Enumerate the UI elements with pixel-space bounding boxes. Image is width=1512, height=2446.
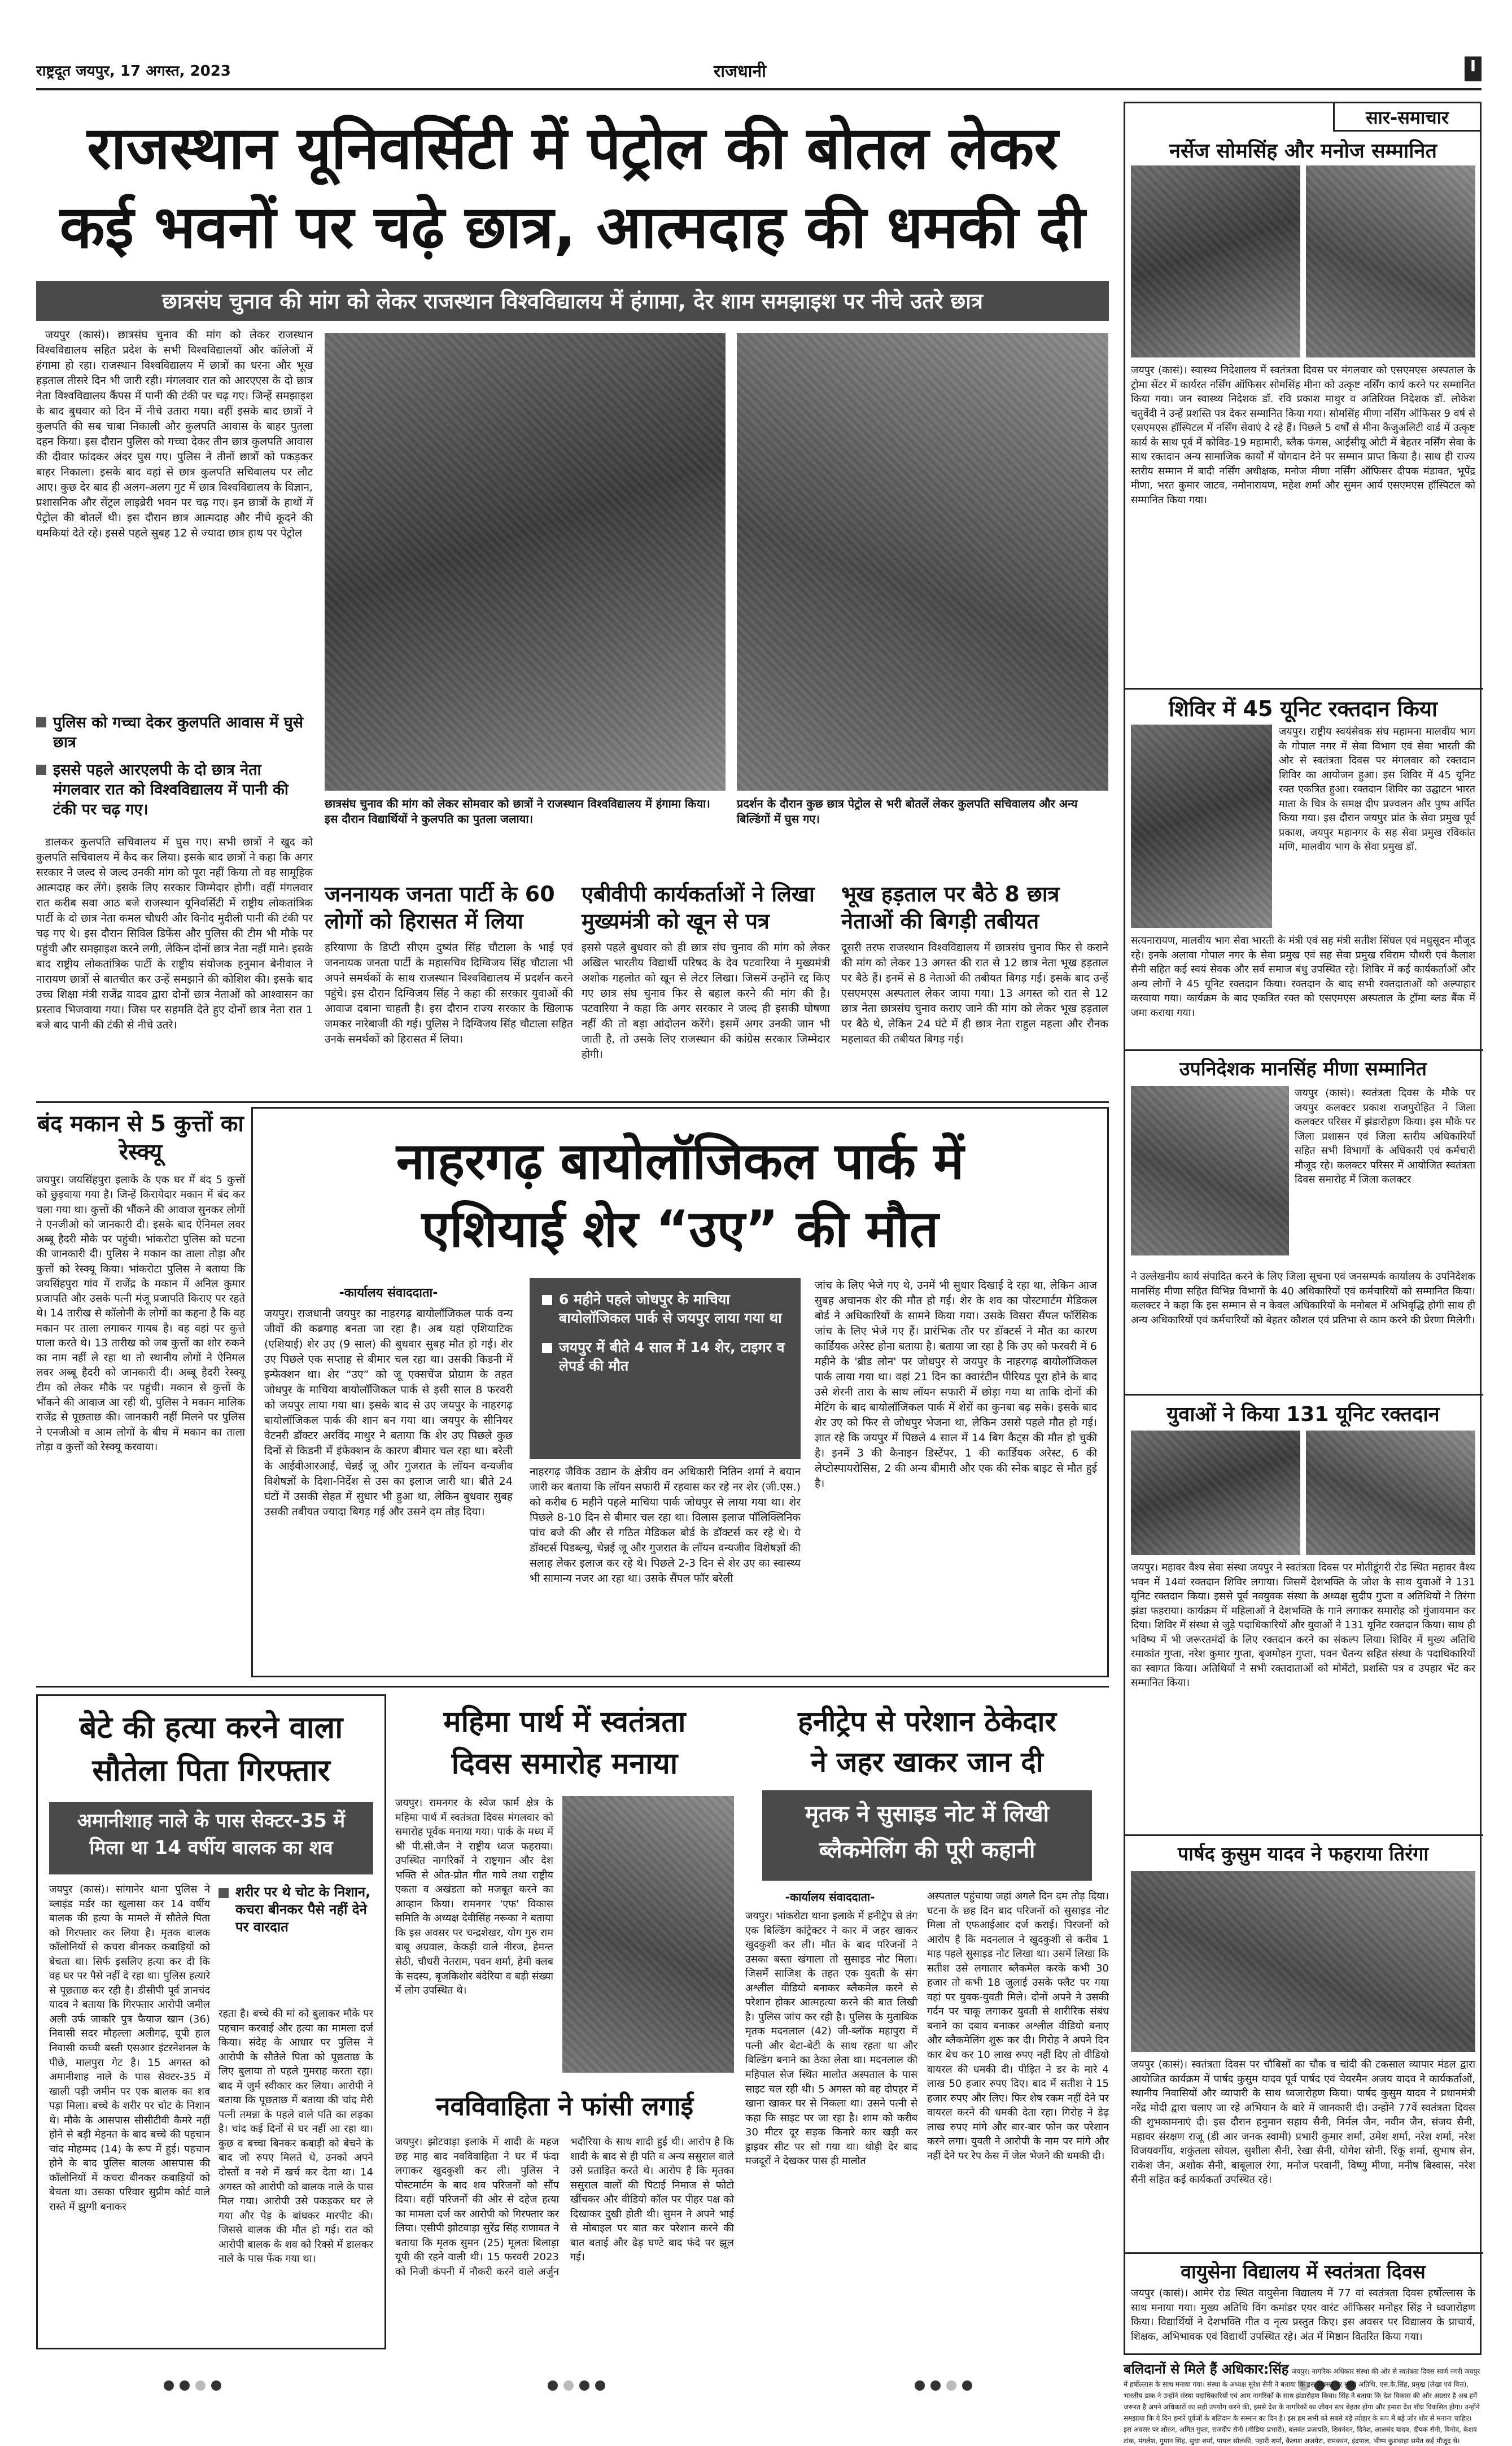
honeytrap-byline: -कार्यालय संवाददाता-	[785, 1890, 875, 1904]
lead-photo-caption-2: प्रदर्शन के दौरान कुछ छात्र पेट्रोल से भरी बोतलें लेकर कुलपति सचिवालय और अन्य बिल्डिंगों में घुस गए।	[737, 797, 1078, 826]
sidebar-rule	[1125, 1834, 1483, 1836]
registration-dot	[595, 2380, 605, 2391]
bullet-square-icon	[219, 1888, 229, 1898]
lion-col-b: नाहरगढ़ जैविक उद्यान के क्षेत्रीय वन अधिकारी नितिन शर्मा ने बयान जारी कर बताया कि लॉयन सफारी में रहवास कर रहे नर शेर (जी.एस.) को करीब 6 महीने पहले माचिया पार्क जोधपुर से लाया गया था। शेर पिछले 8-10 दिन से बीमार चल रहा था। विलास इलाज पॉलिक्लिनिक पांच बजे की और से गठित मेडिकल बोर्ड के डॉक्टर्स कर रहे थे। ये डॉक्टर्स पिडब्ल्यू, चेन्नई जू और गुजरात के लॉयन वन्यजीव विशेषज्ञों की सलाह लेकर इलाज कर रहे थे। पिछले 2-3 दिन से शेर उए का स्वास्थ्य भी सामान्य नजर आ रहा था। उसके सैंपल फॉर बरेली	[530, 1466, 801, 1585]
header-page-marker: I	[1465, 56, 1482, 81]
honeytrap-headline-2: ने जहर खाकर जान दी	[811, 1746, 1043, 1778]
lead-text: जयपुर (कासं)। छात्रसंघ चुनाव की मांग को लेकर राजस्थान विश्वविद्यालय सहित प्रदेश के सभी विश्वविद्यालयों और कॉलेजों में हंगामा हो रहा। राजस्थान विश्वविद्यालय में छात्रों का धरना और भूख हड़ताल तीसरे दिन भी जारी रही। मंगलवार रात को आरएएस के दो छात्र नेता विश्वविद्यालय कैंपस में पानी की टंकी पर चढ़ गए। जिन्हें समझाइश के बाद बुधवार को दिन में नीचे उतारा गया। वहीं इसके बाद छात्रों ने कुलपति की सब चाबा निकाली और कुलपति आवास के बाहर पुतला दहन किया। इस दौरान पुलिस को गच्चा देकर तीन छात्र कुलपति आवास की दीवार फांदकर अंदर घुस गए। पुलिस ने तीनों छात्रों को पकड़कर बाहर निकाला। इसके बाद वहां से छात्र कुलपति सचिवालय पर लौट आए। कुछ देर बाद ही अलग-अलग गुट में छात्र विश्वविद्यालय के विज्ञान, प्रशासनिक और सेंट्रल लाइब्रेरी भवन पर चढ़ गए। इन छात्रों के हाथों में पेट्रोल की बोतलें थी। इस दौरान छात्र आत्मदाह और नीचे कूदने की धमकियां देते रहे। इससे पहले सुबह 12 से ज्यादा छात्र हाथ पर पेट्रोल	[36, 329, 313, 539]
bride-body: जयपुर। झोटवाड़ा इलाके में शादी के महज छह माह बाद नवविवाहिता ने घर में फंदा लगाकर खुदकुशी कर ली। पुलिस ने पोस्टमार्टम के बाद शव परिजनों को सौंप दिया। वहीं परिजनों की ओर से दहेज हत्या का मामला दर्ज कर आरोपी को गिरफ्तार कर लिया। एसीपी झोटवाड़ा सुरेंद्र सिंह राणावत ने बताया कि मृतक सुमन (25) मूलतः बिलाड़ा यूपी की रहने वाली थी। 15 फरवरी 2023 को निजी कंपनी में नौकरी करने वाले अर्जुन भदौरिया के साथ शादी हुई थी। आरोप है कि शादी के बाद से ही पति व अन्य ससुराल वाले उसे प्रताड़ित करते थे। आरोप है कि मृतका ससुराल वालों की पिटाई निमाज से फोटो खींचकर और वीडियो कॉल पर पीहर पक्ष को दिखाकर दुखी होती थी। सुमन ने अपने भाई से मोबाइल पर बात कर परेशान करने की बात बताई और ढेड़ घण्टे बाद फंदे पर झूल गई।	[395, 2136, 734, 2278]
upendra-headline: उपनिदेशक मानसिंह मीणा सम्मानित	[1179, 1058, 1427, 1080]
registration-dot	[579, 2380, 589, 2391]
nurses-photo-2	[1306, 165, 1475, 357]
sub-story-2-headline: एबीवीपी कार्यकर्ताओं ने लिखा मुख्यमंत्री को खून से पत्र	[582, 882, 815, 934]
dog-story	[36, 1110, 245, 1675]
honeytrap-subhead: मृतक ने सुसाइड नोट में लिखी ब्लैकमेलिंग की पूरी कहानी	[762, 1790, 1092, 1881]
sub-story-3-body: दूसरी तरफ राजस्थान विश्वविद्यालय में छात्रसंघ चुनाव फिर से कराने की मांग को लेकर 13 अगस्त की रात से 12 छात्र नेता भूख हड़ताल पर बैठे हैं। इनमें से 8 नेताओं की तबीयत बिगड़ गई। इसके बाद उन्हें एसएमएस अस्पताल लेकर जाया गया। 13 अगस्त को रात से 12 छात्र नेता छात्रसंघ चुनाव कराए जाने की मांग को लेकर भूख हड़ताल पर बैठे थे, लेकिन 24 घंटे में ही छात्र नेता राहुल महला और रौनक महलावत की तबीयत बिगड़ गई।	[841, 941, 1108, 1045]
stepfather-story	[36, 1694, 386, 2349]
kusum-body: जयपुर (कासं)। स्वतंत्रता दिवस पर चौबिसों का चौक व चांदी की टकसाल व्यापार मंडल द्वारा आयोजित कार्यक्रम में पार्षद कुसुम यादव पूर्व पार्षद एवं चेयरमैन अजय यादव ने कार्यकर्ताओं, स्थानीय निवासियों और व्यापारी के साथ ध्वजारोहण किया। पार्षद कुसुम यादव ने प्रधानमंत्री नरेंद्र मोदी द्वारा चलाए जा रहे अभियान के बारे में जानकारी दी। उन्होंने 77वें स्वतंत्रता दिवस की शुभकामनाएं दी। इस दौरान हनुमान सहाय सैनी, निर्मल जैन, नवीन जैन, संजय सैनी, महावर संरक्षण राजू (डी आर जनक स्वामी) प्रभारी कुमार शर्मा, उमेश शर्मा, नरेश शर्मा, नरेश विजयवर्गीय, शकुंतला सोयल, सुशीला सैनी, रेखा सैनी, योगेश सोनी, रिंकू शर्मा, सुभाष सेन, राकेश जैन, अशोक सैनी, बाबूलाल रंगा, मनोज परवानी, विष्णु मीणा, मनीष बिस्वास, नरेश सैनी सहित कई कार्यकर्ता उपस्थित रहे।	[1131, 2059, 1475, 2186]
bride-story	[395, 2090, 734, 2349]
header-dateline: राष्ट्रदूत जयपुर, 17 अगस्त, 2023	[36, 63, 231, 80]
registration-marks-2	[548, 2380, 605, 2391]
rights-body: जयपुर। नागरिक अधिकार संस्था की ओर से स्वतंत्रता दिवस स्वर्ण नगरी जयपुर में हर्षोल्लास के साथ मनाया गया। संस्था के अध्यक्ष सुरेश सैनी ने बताया कि इस अवसर पर मुख्य अतिथि, एस.के.सिंह, प्रमुख (लेखा एवं वित्त), भारतीय डाक ने उन्होंने संस्था पदाधिकारियों एवं आम नागरिकों के साथ झंडारोहण किया। सिंह ने बताया कि देश विकास की ओर अग्रसर है अब हमें जरूरत है अपने अधिकारों का सही उपयोग करने की, इससे देश के नागरिकों का जीवन स्तर बेहतर होगा और हमारा देश शीघ्र विकसित होगा। उन्होंने समझाया कि ये दिन हमारे पूर्वजों के बलिदान के सम्मान का दिन है। इस हम सभी को सबसे बड़े त्योहार के रूप में बड़े जोर शोर से मनाना चाहिए। इस अवसर पर शौरज, अमित गुप्ता, राजदीप सैनी (मीडिया प्रभारी), बलवंत प्रजापति, शिवनंदन, दिनेश, लालचंद यादव, दीपक सैनी, विनोद, केशव टांक, मंगलेश, गुमान सिंह, सुधा शर्मा, पायल सोलंकी, पहारी शर्मा, कैलाश अजमेरा, रामकरन, इंद्रपाल, भीष्म कुशवाहा समेत कई मौजूद थे।	[1124, 2367, 1480, 2445]
stepfather-highlight-text: शरीर पर थे चोट के निशान, कचरा बीनकर पैसे नहीं देने पर वारदात	[219, 1883, 373, 1937]
registration-dot	[563, 2380, 574, 2391]
youth-blood-headline: युवाओं ने किया 131 यूनिट रक्तदान	[1166, 1403, 1440, 1426]
sidebar-rule	[1125, 2252, 1483, 2254]
registration-dot	[930, 2380, 941, 2391]
upendra-body-1: जयपुर (कासं)। स्वतंत्रता दिवस के मौके पर जयपुर कलक्टर प्रकाश राजपुरोहित ने जिला कलक्टर परिसर में झंडारोहण किया। इस मौके पर जिला प्रशासन एवं जिला स्तरीय अधिकारियों सहित सभी विभागों के अधिकारी एवं कर्मचारी मौजूद रहे। कलक्टर परिसर में आयोजित स्वतंत्रता दिवस समारोह में जिला कलक्टर	[1295, 1087, 1475, 1186]
registration-marks-1	[164, 2380, 221, 2391]
bride-headline: नवविवाहिता ने फांसी लगाई	[435, 2091, 694, 2121]
youth-blood-body: जयपुर। महावर वैश्य सेवा संस्था जयपुर ने स्वतंत्रता दिवस पर मोतीडूंगरी रोड स्थित महावर वैश्य भवन में 14वां रक्तदान शिविर लगाया। जिसमें देशभक्ति के जोश के साथ युवाओं ने 131 यूनिट रक्तदान किया। इससे पूर्व नवयुवक संस्था के अध्यक्ष सुदीप गुप्ता व अतिथियों ने तिरंगा झंडा फहराया। कार्यक्रम में महिलाओं ने देशभक्ति के गाने लगाकर समारोह को गुंजायमान कर दिया। शिविर में संस्था से जुड़े पदाधिकारियों और युवाओं ने 131 यूनिट रक्तदान किया। साथ ही भविष्य में भी जरूरतमंदों के लिए रक्तदान करने का संकल्प लिया। शिविर में मुख्य अतिथि रमाकांत गुप्ता, नरेश कुमार गुप्ता, बृजमोहन गुप्ता, पवन चैतन्य सहित संस्था के पदाधिकारियों का स्वागत किया। अतिथियों ने सभी रक्तदाताओं को मोमेंटो, प्रशस्ति पत्र व उपहार भेंट कर सम्मानित किया।	[1131, 1562, 1475, 1689]
upendra-photo	[1131, 1086, 1289, 1255]
lion-story	[251, 1107, 1109, 1677]
page-header	[36, 56, 1482, 86]
lion-highlight-box	[530, 1278, 801, 1459]
rights-headline: बलिदानों से मिले हैं अधिकार:सिंह	[1124, 2361, 1289, 2377]
registration-dot	[915, 2380, 925, 2391]
honeytrap-body-2: अस्पताल पहुंचाया जहां अगले दिन दम तोड़ दिया। घटना के छह दिन बाद परिजनों को सुसाइड नोट मिला तो एफआईआर दर्ज कराई। पिरजनों को आरोप है कि मदनलाल ने खुदकुशी से करीब 1 माह पहले सुसाइड नोट लिखा था। उसमें लिखा कि सतीश उसे लगातार ब्लैकमेल करके कभी 30 हजार तो कभी 18 जुलाई उसके फ्लैट पर गया वहां पर युवक-युवती मिले। दोनों अपने ने उसकी गर्दन पर चाकू लगाकर युवती से शारीरिक संबंध बनाने का दबाव बनाकर अश्लील वीडियो बनाए और ब्लैकमेलिंग शुरू कर दी। गिरोह ने अपने दिन कार बेच कर 10 लाख रुपए नहीं दिए तो वीडियो वायरल की धमकी दी। पीड़ित ने डर के मारे 4 लाख 50 हजार रुपए दिए। बाद में सतीश ने 15 हजार रुपए और लिए। फिर शेष रकम नहीं देने पर वायरल करने की धमकी देता रहा। गिरोह ने डेढ़ लाख रुपए मांगे और बार-बार फोन कर परेशान करने लगा। युवती ने आरोपी के नाम पर मांगे और नहीं देने पर रेप केस में जेल भेजने की धमकी दी।	[927, 1890, 1109, 2162]
dog-story-body: जयपुर। जयसिंहपुरा इलाके के एक घर में बंद 5 कुत्तों को छुड़वाया गया है। जिन्हें किरायेदार मकान में बंद कर चला गया था। कुत्तों की भौंकने की आवाज सुनकर लोगों ने एनजीओ को जानकारी दी। इसके बाद ऐनिमल लवर अब्बू हैदरी मौके पर पहुंची। भांकरोटा पुलिस को घटना की जानकारी दी। पुलिस ने मकान का ताला तोड़ा और कुत्तों को रेस्क्यू किया। भांकरोटा पुलिस ने बताया कि जयसिंहपुरा गांव में राजेंद्र के मकान में अनिल कुमार प्रजापति और उसके पत्नी मंजू प्रजापति किराए पर रहते थे। 14 तारीख से कॉलोनी के लोगों का कहना है कि वह मकान पर ताला लगाकर गायब है। वह वहां पर कुत्ते पाला करते थे। 13 तारीख को जब कुत्तों का शोर रुकने का नाम नहीं ले रहा था तो स्थानीय लोगों ने ऐनिमल लवर अब्बू हैदरी को जानकारी दी। अब्बू हैदरी रेस्क्यू टीम को लेकर मौके पर पहुंची। मकान से कुत्तों के भौंकने की आवाज आ रही थी, पुलिस ने मकान मालिक राजेंद्र से पूछताछ की। जानकारी नहीं मिलने पर पुलिस ने एनजीओ व आम लोगों के बीच में मकान का ताला तोड़ा व कुत्तों को रेस्क्यू करवाया।	[36, 1174, 245, 1453]
sub-story-2-body: इससे पहले बुधवार को ही छात्र संघ चुनाव की मांग को लेकर अखिल भारतीय विद्यार्थी परिषद के देव पटवारिया ने मुख्यमंत्री अशोक गहलोत को खून से लेटर लिखा। जिसमें उन्होंने रद्द किए गए छात्र संघ चुनाव फिर से बहाल करने की मांग की है। पटवारिया ने कहा कि अगर सरकार ने जल्द ही इसकी घोषणा नहीं की तो बड़ा आंदोलन करेंगे। इसमें अगर उनकी जान भी जाती है, तो उसके लिए राजस्थान की कांग्रेस सरकार जिम्मेदार होगी।	[582, 941, 830, 1061]
lion-byline: -कार्यालय संवाददाता-	[339, 1286, 438, 1300]
dog-story-headline: बंद मकान से 5 कुत्तों का रेस्क्यू	[37, 1111, 244, 1165]
lion-highlight-1: 6 महीने पहले जोधपुर के माचिया बायोलॉजिकल पार्क से जयपुर लाया गया था	[542, 1290, 788, 1327]
sub-story-1-headline: जननायक जनता पार्टी के 60 लोगों को हिरासत में लिया	[325, 882, 555, 934]
stepfather-headline-1: बेटे की हत्या करने वाला	[79, 1710, 343, 1745]
registration-dot	[211, 2380, 221, 2391]
sidebar-rule	[1125, 688, 1483, 690]
blood-camp-headline: शिविर में 45 यूनिट रक्तदान किया	[1169, 696, 1437, 721]
honeytrap-story	[745, 1694, 1109, 2349]
sidebar-rule	[1125, 1394, 1483, 1396]
lead-headline-1: राजस्थान यूनिवर्सिटी में पेट्रोल की बोतल लेकर	[87, 114, 1058, 182]
header-section: राजधानी	[714, 62, 766, 81]
bullet-square-icon	[36, 717, 46, 727]
stepfather-subhead: अमानीशाह नाले के पास सेक्टर-35 में मिला था 14 वर्षीय बालक का शव	[49, 1802, 373, 1874]
sidebar-rule	[1125, 1049, 1483, 1051]
bullet-square-icon	[542, 1343, 552, 1353]
lion-headline-1: नाहरगढ़ बायोलॉजिकल पार्क में	[396, 1132, 964, 1191]
registration-dot	[180, 2380, 190, 2391]
flag-body: जयपुर। रामनगर के स्वेज फार्म क्षेत्र के महिमा पार्थ में स्वतंत्रता दिवस मंगलवार को समारोह पूर्वक मनाया गया। पार्क के मध्य में श्री पी.सी.जैन ने राष्ट्रीय ध्वज फहराया। उपस्थित नागरिकों ने राष्ट्रगान और देश भक्ति से ओत-प्रोत गीत गाये तथा राष्ट्रीय एकता व अखंडता को मजबूत करने का आव्हान किया। रामनगर 'एफ' विकास समिति के अध्यक्ष देवीसिंह नरूका ने बताया कि इस अवसर पर चन्द्रशेखर, योग गुरु राम बाबू अग्रवाल, केकड़ी वाले नीरज, हेमन्त सेठी, चौधरी नेतराम, पवन शर्मा, हेमी क्लब के सदस्य, बृजकिशोर बंदेरिया व बड़ी संख्या में लोग उपस्थित थे।	[395, 1797, 553, 1997]
air-force-headline: वायुसेना विद्यालय में स्वतंत्रता दिवस	[1181, 2261, 1426, 2283]
flag-story	[395, 1694, 734, 2084]
lead-photo-crowd	[325, 333, 726, 791]
blood-camp-body-2: सत्यनारायण, मालवीय भाग सेवा भारती के मंत्री एवं सह मंत्री सतीश सिंघल एवं मधुसूदन मौजूद रहे। इनके अलावा गोपाल नगर के सेवा प्रमुख एवं सह सेवा प्रमुख रविराम चौधरी एवं कैलाश सैनी सहित कई स्वयं सेवक और सर्व समाज बंधु उपस्थित रहे। शिविर में कई कार्यकर्ताओं और अन्य लोगों ने 45 यूनिट रक्तदान किया। रक्तदान के बाद सभी रक्तदाताओं को अल्पाहार करवाया गया। कार्यक्रम के बाद एकत्रित रक्त को एसएमएस अस्पताल के ट्रॉमा ब्लड बैंक में जमा कराया गया।	[1131, 935, 1475, 1019]
sidebar	[1124, 102, 1482, 2355]
lead-bullets	[36, 713, 313, 826]
lion-highlight-2: जयपुर में बीते 4 साल में 14 शेर, टाइगर व लेपर्ड की मौत	[542, 1338, 788, 1375]
bullet-square-icon	[36, 765, 46, 775]
honeytrap-body-1: जयपुर। भांकरोटा थाना इलाके में हनीट्रेप से तंग एक बिल्डिंग कांट्रेक्टर ने कार में जहर खाकर खुदकुशी कर ली। मौत के बाद परिजनों ने उसका बस्ता खंगाला तो सुसाइड नोट मिला। जिसमें साजिश के तहत एक युवती के संग अश्लील वीडियो बनाकर ब्लैकमेल करने से परेशान होकर आत्महत्या करने की बात लिखी है। पुलिस जांच कर रही है। पुलिस के मुताबिक मृतक मदनलाल (42) जी-ब्लॉक महापुरा में पत्नी और बेटा-बेटी के साथ रहता था और बिल्डिंग बनाने का ठेका लेता था। मदनलाल की महिपाल सेज स्थित मालोत अस्पताल के पास साइट चल रही थी। 5 अगस्त को वह दोपहर में खाना खाकर घर से निकला था। उसने पत्नी से कहा कि साइट पर जा रहा है। शाम को करीब 30 मीटर दूर सड़क किनारे कार खड़ी कर ड्राइवर सीट पर सो गया था। थोड़ी देर बाद मजदूरों ने देखकर पास ही मालोत	[745, 1910, 917, 2168]
nurses-body: जयपुर (कासं)। स्वास्थ्य निदेशालय में स्वतंत्रता दिवस पर मंगलवार को एसएमएस अस्पताल के ट्रोमा सेंटर में कार्यरत नर्सिंग ऑफिसर सोमसिंह मीना को उत्कृष्ट नर्सिंग कार्य करने पर सम्मानित किया गया। जन स्वास्थ्य निदेशक डॉ. रवि प्रकाश माथुर व अतिरिक्त निदेशक डॉ. लोकेश चतुर्वेदी ने उन्हें प्रशस्ति पत्र देकर सम्मानित किया गया। सोमसिंह मीणा नर्सिंग ऑफिसर 9 वर्ष से एसएमएस हॉस्पिटल में नर्सिंग सेवाएं दे रहे हैं। पिछले 5 वर्षों से मीना कैजुअलिटी वार्ड में उत्कृष्ट कार्य के साथ पूर्व में कोविड-19 महामारी, ब्लैक फंगस, आईसीयू ओटी में बेहतर नर्सिंग सेवा के साथ रक्तदान अन्य सामाजिक कार्यों में योगदान देने पर सम्मान प्राप्त किया है। साथ ही राज्य स्तरीय सम्मान में बादी नर्सिंग अधीक्षक, मनोज मीणा नर्सिंग ऑफिसर दीपक मंडावत, भूपेंद्र मीणा, भरत कुमार जाटव, नमोनारायण, महेश शर्मा और सुमन आर्य एसएमएस हॉस्पिटल को सम्मानित किया गया।	[1131, 364, 1475, 506]
air-force-body: जयपुर (कासं)। आमेर रोड स्थित वायुसेना विद्यालय में 77 वां स्वतंत्रता दिवस हर्षोल्लास के साथ मनाया गया। मुख्य अतिथि विंग कमांडर एयर वारंट ऑफिसर मनोहर सिंह ने ध्वजारोहण किया। विद्यार्थियों ने देशभक्ति गीत व नृत्य प्रस्तुत किए। इस अवसर पर विद्यालय के प्राचार्य, शिक्षक, अभिभावक एवं विद्यार्थी उपस्थित रहे। अंत में मिष्ठान वितरित किया गया।	[1131, 2287, 1475, 2343]
lead-photo-protester	[737, 333, 1108, 791]
registration-dot	[962, 2380, 972, 2391]
sub-story-3-headline: भूख हड़ताल पर बैठे 8 छात्र नेताओं की बिगड़ी तबीयत	[841, 882, 1060, 934]
lion-col-c: जांच के लिए भेजे गए थे, उनमें भी सुधार दिखाई दे रहा था, लेकिन आज सुबह अचानक शेर की मौत हो गई। शेर के शव का पोस्टमार्टम मेडिकल बोर्ड ने अधिकारियों के सामने किया गया। उसके विसरा सैंपल फॉरेंसिक जांच के लिए भेजे गए हैं। प्रारंभिक तौर पर डॉक्टर्स ने मौत का कारण कार्डियक अरेस्ट होना बताया है। बताया जा रहा है कि उए को फरवरी में 6 महीने के 'ब्रीड लोन' पर जोधपुर से जयपुर के नाहरगढ़ बायोलॉजिकल पार्क लाया गया था। वहां 21 दिन का क्वारंटीन पीरियड पूरा होने के बाद उसे शेरनी तारा के साथ लॉयन सफारी में छोड़ा गया था ताकि दोनों की मेटिंग के बाद बायोलॉजिकल पार्क में शेरों का कुनबा बढ़ सके। इसके बाद शेर उए को फिर से जोधपुर भेजना था, लेकिन उससे पहले मौत हो गई। ज्ञात रहे कि जयपुर में पिछले 4 साल में 14 बिग कैट्स की मौत हो चुकी है। इनमें 3 की कैनाइन डिस्टेंपर, 1 की कार्डियक अरेस्ट, 6 की लेप्टोस्पायरोसिस, 2 की अन्य बीमारी और एक की स्नेक बाइट से मौत हुई है।	[815, 1279, 1097, 1490]
sidebar-title: सार-समाचार	[1333, 103, 1480, 132]
lead-subhead: छात्रसंघ चुनाव की मांग को लेकर राजस्थान विश्वविद्यालय में हंगामा, देर शाम समझाइश पर नीचे उतरे छात्र	[36, 281, 1109, 321]
header-rule	[36, 88, 1482, 90]
nurses-photo-1	[1131, 165, 1300, 357]
blood-camp-body-1: जयपुर। राष्ट्रीय स्वयंसेवक संघ महामना मालवीय भाग के गोपाल नगर में सेवा विभाग एवं सेवा भारती की ओर से स्वतंत्रता दिवस पर मंगलवार को रक्तदान शिविर का आयोजन हुआ। इस शिविर में 45 यूनिट रक्त एकत्रित हुआ। रक्तदान शिविर का उद्घाटन भारत माता के चित्र के समक्ष दीप प्रज्वलन और पुष्प अर्पित किया गया। इस दौरान जयपुर प्रांत के सेवा प्रमुख पूर्व प्रकाश, जयपुर महानगर के सह सेवा प्रमुख रविकांत मणि, मालवीय भाग के सेवा प्रमुख डॉ.	[1279, 726, 1475, 853]
flag-headline-1: महिमा पार्थ में स्वतंत्रता	[443, 1705, 686, 1739]
kusum-headline: पार्षद कुसुम यादव ने फहराया तिरंगा	[1177, 1843, 1429, 1865]
lead-photo-caption-1: छात्रसंघ चुनाव की मांग को लेकर सोमवार को छात्रों ने राजस्थान विश्वविद्यालय में हंगामा किया। इस दौरान विद्यार्थियों ने कुलपति का पुतला जलाया।	[325, 797, 710, 826]
stepfather-highlight	[219, 1883, 373, 1996]
registration-dot	[164, 2380, 174, 2391]
registration-marks-3	[915, 2380, 972, 2391]
sub-story-1	[325, 881, 573, 1096]
bullet-square-icon	[542, 1295, 552, 1305]
stepfather-body-1: जयपुर (कासं)। सांगानेर थाना पुलिस ने ब्लाइंड मर्डर का खुलासा कर 14 वर्षीय बालक की हत्या के मामले में सौतेले पिता को गिरफ्तार कर लिया है। मृतक बालक कॉलोनियों से कचरा बीनकर कबाड़ियों को बेचता था। सिर्फ इसलिए हत्या कर दी कि वह घर पर पैसे नहीं दे रहा था। पुलिस हत्यारे से पूछताछ कर रही है। डीसीपी पूर्व ज्ञानचंद यादव ने बताया कि गिरफ्तार आरोपी जमील अली उर्फ जाकरि पुत्र फैयाज खान (36) निवासी सदर मौहल्ला अलीगढ़, यूपी हाल निवासी कच्ची बस्ती एसआर इंटरनेशनल के पीछे, मालपुरा गेट है। 15 अगस्त को अमानीशाह नाले के पास सेक्टर-35 में खाली पड़ी जमीन पर एक बालक का शव पड़ा मिला। बच्चे के शरीर पर चोट के निशान थे। मौके के आसपास सीसीटीवी कैमरे नहीं होने से बड़ी मेहनत के बाद बच्चे की पहचान चांद मोहम्मद (14) के रूप में हुई। पहचान होने के बाद पुलिस बालक आसपास की कॉलोनियों में कचरा बीनकर कबाड़ियों को बेचता था। उसका परिवार सुप्रीम कोर्ट वाले रास्ते में झुग्गी बनाकर	[49, 1883, 210, 2213]
lion-headline-2: एशियाई शेर “उए” की मौत	[421, 1200, 939, 1259]
blood-camp-photo	[1131, 725, 1272, 928]
registration-dot	[946, 2380, 956, 2391]
registration-dot	[195, 2380, 206, 2391]
lead-headline-2: कई भवनों पर चढ़े छात्र, आत्मदाह की धमकी दी	[59, 193, 1086, 261]
stepfather-body-2: रहता है। बच्चे की मां को बुलाकर मौके पर पहचान करवाई और हत्या का मामला दर्ज किया। संदेह के आधार पर पुलिस ने आरोपी के सौतेले पिता को पूछताछ के लिए बुलाया तो पहले गुमराह करता रहा। बाद में जुर्म स्वीकार कर लिया। आरोपी ने बताया कि पूछताछ में बताया की चांद मेरी पत्नी तमन्ना के पहले वाले पति का लड़का है। चांद कई दिनों से घर नहीं आ रहा था। कुछ व बच्चा बिनकर कबाड़ी को बेचने के बाद जो रुपए मिलते थे, उनको अपने दोस्तों व नशे में खर्च कर देता था। 14 अगस्त को आरोपी को बालक नाले के पास मिल गया। आरोपी उसे पकड़कर घर ले गया और पेड़ के बांधकर मारपीट की। जिससे बालक की मौत हो गई। रात को आरोपी बालक के शव को रिक्से में डालकर नाले के पास फेंक गया था।	[219, 2008, 373, 2265]
lead-column-1-bottom: डालकर कुलपति सचिवालय में घुस गए। सभी छात्रों ने खुद को कुलपति सचिवालय में कैद कर लिया। इसके बाद छात्रों ने कहा कि अगर सरकार ने जल्द से जल्द उनकी मांग को पूरा नहीं किया तो वह सामूहिक आत्मदाह कर लेंगे। इसके लिए सरकार जिम्मेदार होगी। वहीं मंगलवार रात करीब सवा आठ बजे राजस्थान यूनिवर्सिटी में राष्ट्रीय लोकतांत्रिक पार्टी के दो छात्र नेता कमल चौधरी और विनोद मुदीली पानी की टंकी पर चढ़ गए थे। इस दौरान सिविल डिफेंस और पुलिस की टीम भी मौके पर पहुंची और समझाइश करने लगी, लेकिन दोनों छात्र नेता नहीं माने। इसके बाद राष्ट्रीय लोकतांत्रिक पार्टी के राष्ट्रीय संयोजक हनुमान बेनीवाल ने नारायण छात्रों से बातचीत कर उन्हें समझाने की कोशिश की। इसके बाद उच्च शिक्षा मंत्री राजेंद्र यादव द्वारा दोनों छात्र नेताओं को आश्वासन का प्रस्ताव भिजवाया गया। जिस पर सहमति देते हुए दोनों छात्र नेता रात 1 बजे बाद पानी की टंकी से नीचे उतरे।	[36, 836, 313, 1031]
flag-photo	[562, 1796, 734, 2073]
flag-headline-2: दिवस समारोह मनाया	[451, 1747, 678, 1781]
sub-story-1-body: हरियाणा के डिप्टी सीएम दुष्यंत सिंह चौटाला के भाई एवं जननायक जनता पार्टी के महासचिव दिग्विजय सिंह चौटाला भी अपने समर्थकों के साथ राजस्थान विश्वविद्यालय में प्रदर्शन करने पहुंचे। इस दौरान दिग्विजय सिंह ने कहा की सरकार युवाओं की आवाज दबाना चाहती है। इस दौरान राज्य सरकार के खिलाफ जमकर नारेबाजी की गई। पुलिस ने दिग्विजय सिंह चौटाला सहित उनके समर्थकों को हिरासत में लिया।	[325, 941, 573, 1045]
youth-blood-photo-2	[1306, 1431, 1475, 1555]
honeytrap-headline-1: हनीट्रेप से परेशान ठेकेदार	[798, 1705, 1056, 1738]
upendra-body-2: ने उल्लेखनीय कार्य संपादित करने के लिए जिला सूचना एवं जनसम्पर्क कार्यालय के उपनिदेशक मानसिंह मीणा सहित विभिन्न विभागों के 40 अधिकारियों एवं कर्मचारियों को सम्मानित किया। कलक्टर ने कहा कि इस सम्मान से न केवल अधिकारियों के मनोबल में अभिवृद्धि होगी साथ ही अन्य अधिकारियों एवं कर्मचारियों को बेहतर कौशल एवं प्रतिभा से काम करने की प्रेरणा मिलेगी।	[1131, 1271, 1475, 1326]
nurses-headline: नर्सेज सोमसिंह और मनोज सम्मानित	[1169, 139, 1437, 163]
lion-col-a: जयपुर। राजधानी जयपुर का नाहरगढ़ बायोलॉजिकल पार्क वन्य जीवों की कब्रगाह बनता जा रहा है। अब यहां एशियाटिक (एशियाई) शेर उए (9 साल) की बुधवार सुबह मौत हो गई। शेर उए पिछले एक सप्ताह से बीमार चल रहा था। उसकी किडनी में इन्फेक्शन था। शेर “उए” को जू एक्सचेंज प्रोग्राम के तहत जोधपुर के माचिया बायोलॉजिकल पार्क से इसी साल 8 फरवरी को जयपुर लाया गया था। इसके बाद से उए जयपुर के नाहरगढ़ बायोलॉजिकल पार्क की शान बन गया था। जयपुर के सीनियर वेटनरी डॉक्टर अरविंद माथुर ने बताया कि शेर उए पिछले कुछ दिनों से किडनी में इंफेक्शन के कारण बीमार चल रहा था। बरेली के आईवीआरआई, चेन्नई जू और गुजरात के लॉयन वन्यजीव विशेषज्ञों के दिशा-निर्देश से उस का इलाज जारी था। बीते 24 घंटों में उसकी सेहत में सुधार भी हुआ था, लेकिन बुधवार सुबह उसकी तबीयत ज्यादा बिगड़ गई और उसने दम तोड़ दिया।	[264, 1307, 513, 1518]
lead-bullet-2: इससे पहले आरएलपी के दो छात्र नेता मंगलवार रात को विश्वविद्यालय में पानी की टंकी पर चढ़ गए।	[36, 760, 313, 819]
lead-column-1-top	[36, 328, 313, 712]
lead-bullet-1: पुलिस को गच्चा देकर कुलपति आवास में घुसे छात्र	[36, 713, 313, 752]
sub-story-3	[841, 881, 1108, 1096]
lead-bottom-rule	[36, 1101, 1109, 1103]
stepfather-headline-2: सौतेला पिता गिरफ्तार	[92, 1752, 330, 1788]
registration-dot	[548, 2380, 558, 2391]
rights-story-block	[1124, 2360, 1482, 2445]
youth-blood-photo-1	[1131, 1431, 1300, 1555]
mid-rule	[36, 1686, 1109, 1688]
kusum-photo	[1131, 1871, 1475, 2052]
sub-story-2	[582, 881, 830, 1096]
